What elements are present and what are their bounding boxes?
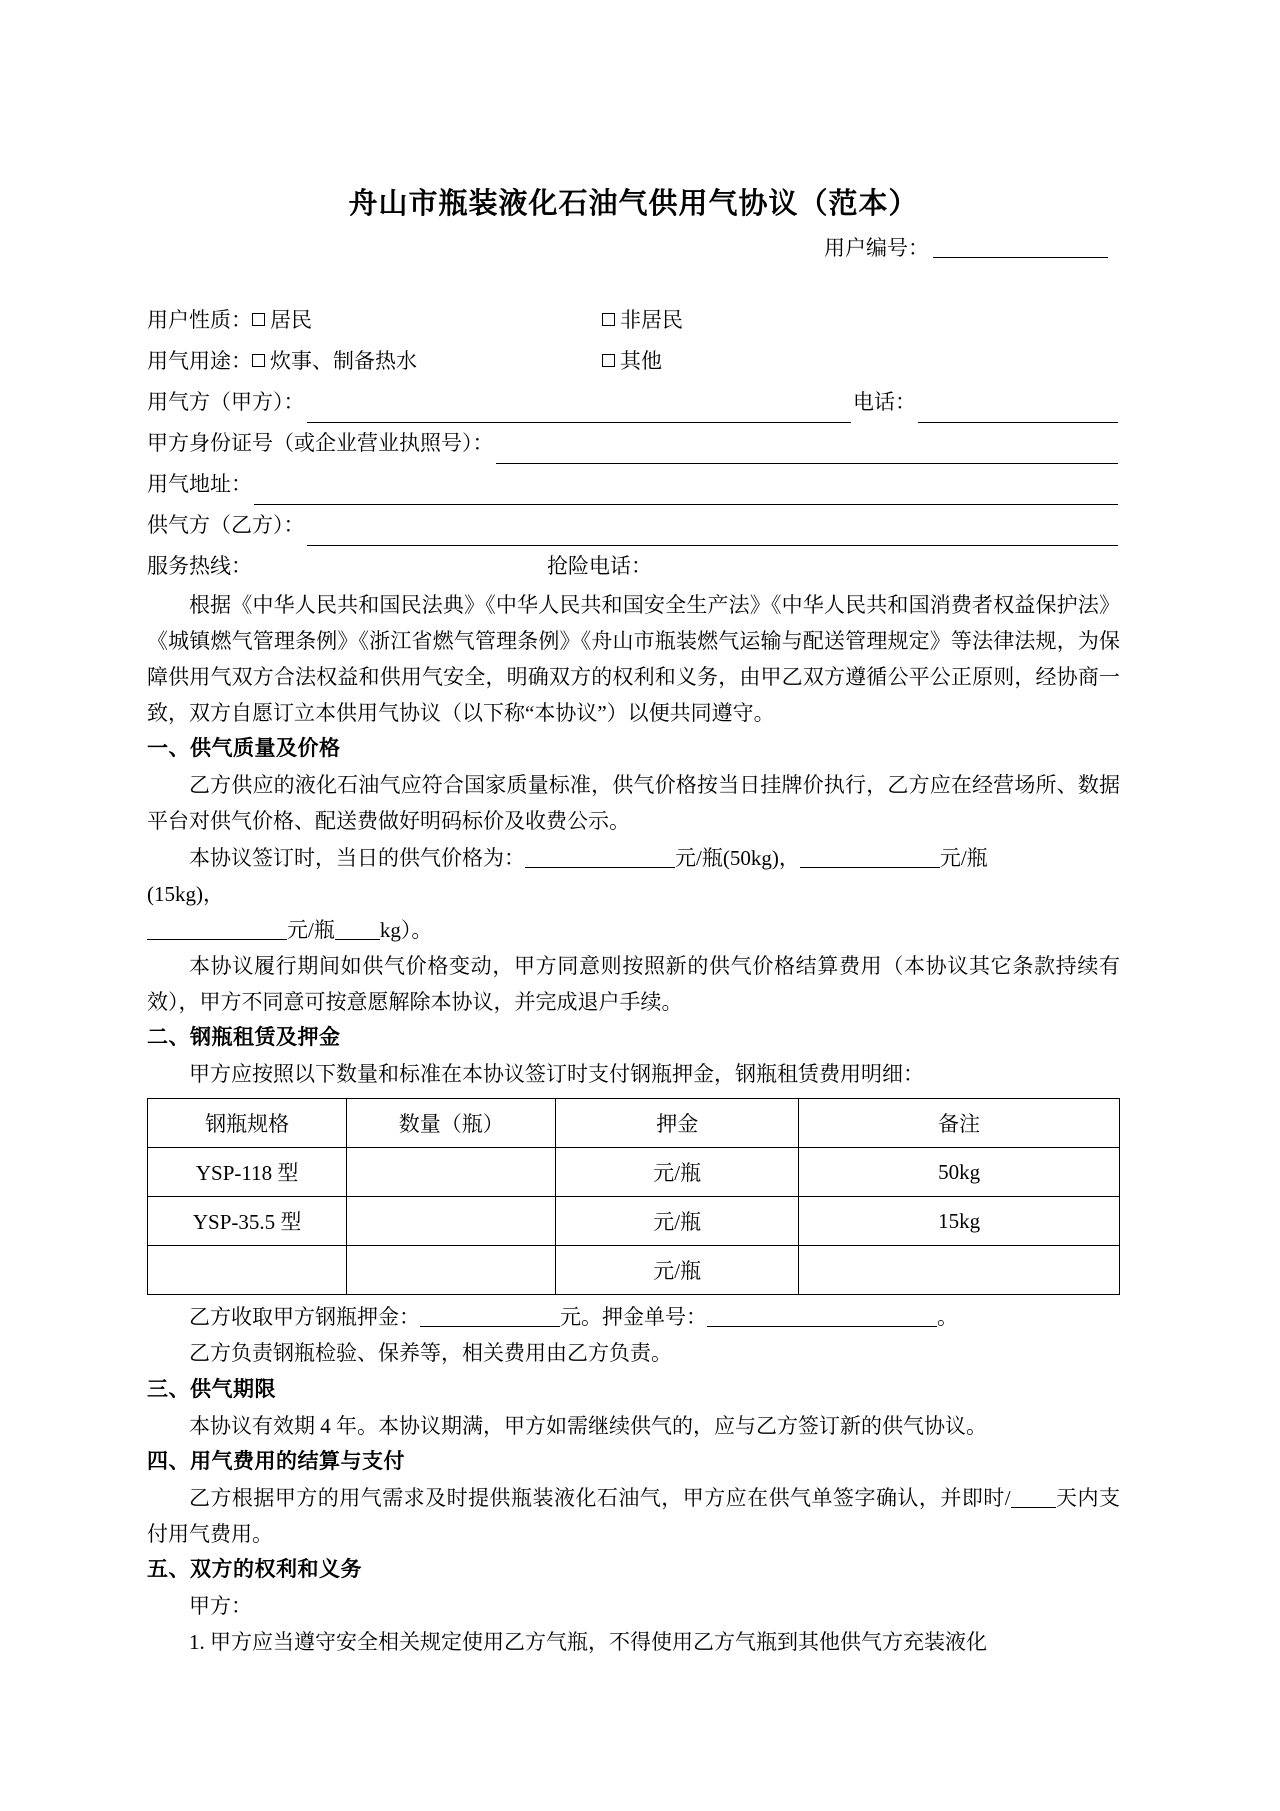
table-cell-quantity-2[interactable] <box>347 1197 556 1246</box>
phone-input[interactable] <box>918 401 1118 423</box>
price-text-f: kg）。 <box>379 917 433 942</box>
table-cell-remark-3[interactable] <box>799 1246 1120 1295</box>
section-4-text-a: 乙方根据甲方的用气需求及时提供瓶装液化石油气，甲方应在供气单签字确认，并即时/ <box>189 1485 1011 1510</box>
gas-use-label: 用气用途： <box>147 349 252 374</box>
payment-days-blank[interactable] <box>1011 1507 1056 1508</box>
deposit-amount-blank[interactable] <box>420 1326 560 1327</box>
table-cell-spec-1: YSP-118 型 <box>148 1148 347 1197</box>
gas-use-option-other: 其他 <box>620 349 662 374</box>
section-heading-4: 四、用气费用的结算与支付 <box>147 1449 405 1473</box>
table-row <box>148 1148 1120 1197</box>
user-type-group <box>147 300 602 341</box>
user-number-row <box>147 232 1120 262</box>
deposit-receipt-blank[interactable] <box>707 1326 937 1327</box>
checkbox-icon-resident[interactable] <box>252 313 265 326</box>
user-type-label: 用户性质： <box>147 308 252 333</box>
price-text-a: 本协议签订时，当日的供气价格为： <box>189 845 525 870</box>
table-cell-deposit-2[interactable]: 元/瓶 <box>556 1197 799 1246</box>
gas-use-row <box>147 341 1120 382</box>
user-number-label: 用户编号： <box>824 236 929 261</box>
table-cell-remark-2: 15kg <box>799 1197 1120 1246</box>
page-title: 舟山市瓶装液化石油气供用气协议（范本） <box>348 188 919 220</box>
preamble-paragraph: 根据《中华人民共和国民法典》《中华人民共和国安全生产法》《中华人民共和国消费者权益保护法》《城镇燃气管理条例》《浙江省燃气管理条例》《舟山市瓶装燃气运输与配送管理规定》等法律法规，为保障供用气双方合法权益和供用气安全，明确双方的权利和义务，由甲乙双方遵循公平公正原则，经协商一致，双方自愿订立本供用气协议（以下称“本协议”）以便共同遵守。 <box>147 592 1120 726</box>
section-2-paragraph-1: 甲方应按照以下数量和标准在本协议签订时支付钢瓶押金，钢瓶租赁费用明细： <box>189 1062 924 1087</box>
address-row <box>147 464 1120 505</box>
price-text-b: 元/瓶(50kg)， <box>675 845 800 870</box>
section-1-paragraph-3: 本协议履行期间如供气价格变动，甲方同意则按照新的供气价格结算费用（本协议其它条款持续有效），甲方不同意可按意愿解除本协议，并完成退户手续。 <box>147 953 1120 1015</box>
section-2-paragraph-3: 乙方负责钢瓶检验、保养等，相关费用由乙方负责。 <box>189 1341 672 1366</box>
deposit-text-a: 乙方收取甲方钢瓶押金： <box>189 1305 420 1330</box>
party-b-input[interactable] <box>307 524 1119 546</box>
section-2-deposit-paragraph <box>147 1299 1120 1335</box>
user-number-blank[interactable] <box>933 257 1108 258</box>
party-b-row <box>147 505 1120 546</box>
price-text-d: (15kg)， <box>147 881 224 906</box>
table-cell-deposit-1[interactable]: 元/瓶 <box>556 1148 799 1197</box>
table-cell-spec-2: YSP-35.5 型 <box>148 1197 347 1246</box>
table-cell-quantity-3[interactable] <box>347 1246 556 1295</box>
party-a-label: 用气方（甲方）： <box>147 390 305 415</box>
checkbox-icon-other[interactable] <box>602 354 615 367</box>
section-heading-2: 二、钢瓶租赁及押金 <box>147 1026 341 1050</box>
user-type-option-nonresident: 非居民 <box>620 308 683 333</box>
table-body <box>148 1099 1120 1295</box>
table-header-deposit: 押金 <box>556 1099 799 1148</box>
gas-use-option-cooking: 炊事、制备热水 <box>270 349 417 374</box>
hotline-row <box>147 546 1120 587</box>
party-a-row <box>147 382 1120 423</box>
section-4-paragraph-1 <box>147 1480 1120 1552</box>
section-heading-1: 一、供气质量及价格 <box>147 737 341 761</box>
form-block <box>147 300 1120 587</box>
section-3-paragraph-1: 本协议有效期 4 年。本协议期满，甲方如需继续供气的，应与乙方签订新的供气协议。 <box>189 1413 987 1438</box>
user-type-row <box>147 300 1120 341</box>
emergency-phone-label: 抢险电话： <box>547 553 652 578</box>
id-number-input[interactable] <box>496 442 1119 464</box>
gas-use-group <box>147 341 602 382</box>
deposit-text-b: 元。押金单号： <box>560 1305 707 1330</box>
price-text-e: 元/瓶 <box>287 917 335 942</box>
address-label: 用气地址： <box>147 472 252 496</box>
table-header-row <box>148 1099 1120 1148</box>
price-text-c: 元/瓶 <box>939 845 988 870</box>
deposit-text-c: 。 <box>937 1305 958 1330</box>
checkbox-icon-nonresident[interactable] <box>602 313 615 326</box>
service-hotline-label: 服务热线： <box>147 553 252 578</box>
section-1-paragraph-1: 乙方供应的液化石油气应符合国家质量标准，供气价格按当日挂牌价执行，乙方应在经营场所、数据平台对供气价格、配送费做好明码标价及收费公示。 <box>147 773 1120 834</box>
section-5-party-a-label: 甲方： <box>189 1594 252 1619</box>
price-blank-15kg[interactable] <box>800 867 940 868</box>
table-cell-quantity-1[interactable] <box>347 1148 556 1197</box>
user-type-group-2 <box>602 300 683 341</box>
table-cell-spec-3[interactable] <box>148 1246 347 1295</box>
id-number-row <box>147 423 1120 464</box>
section-5-item-1: 1. 甲方应当遵守安全相关规定使用乙方气瓶，不得使用乙方气瓶到其他供气方充装液化 <box>189 1630 987 1655</box>
party-a-input[interactable] <box>307 401 852 423</box>
price-blank-50kg[interactable] <box>525 867 675 868</box>
table-row <box>148 1197 1120 1246</box>
section-4-text-b: 天内支付用气费用。 <box>147 1485 1120 1546</box>
table-header-quantity: 数量（瓶） <box>347 1099 556 1148</box>
table-header-remark: 备注 <box>799 1099 1120 1148</box>
party-b-label: 供气方（乙方）： <box>147 512 305 537</box>
section-1-price-paragraph <box>147 840 1120 948</box>
table-row <box>148 1246 1120 1295</box>
price-blank-custom[interactable] <box>147 939 287 940</box>
bottle-deposit-table <box>147 1098 1120 1295</box>
id-number-label: 甲方身份证号（或企业营业执照号）： <box>147 431 494 456</box>
user-type-option-resident: 居民 <box>270 308 312 333</box>
phone-label: 电话： <box>853 390 916 415</box>
address-input[interactable] <box>254 483 1118 505</box>
gas-use-group-2 <box>602 341 662 382</box>
table-cell-deposit-3[interactable]: 元/瓶 <box>556 1246 799 1295</box>
section-heading-3: 三、供气期限 <box>147 1377 276 1401</box>
section-heading-5: 五、双方的权利和义务 <box>147 1558 362 1582</box>
table-cell-remark-1: 50kg <box>799 1148 1120 1197</box>
checkbox-icon-cooking[interactable] <box>252 354 265 367</box>
table-header-spec: 钢瓶规格 <box>148 1099 347 1148</box>
price-blank-weight[interactable] <box>335 939 380 940</box>
